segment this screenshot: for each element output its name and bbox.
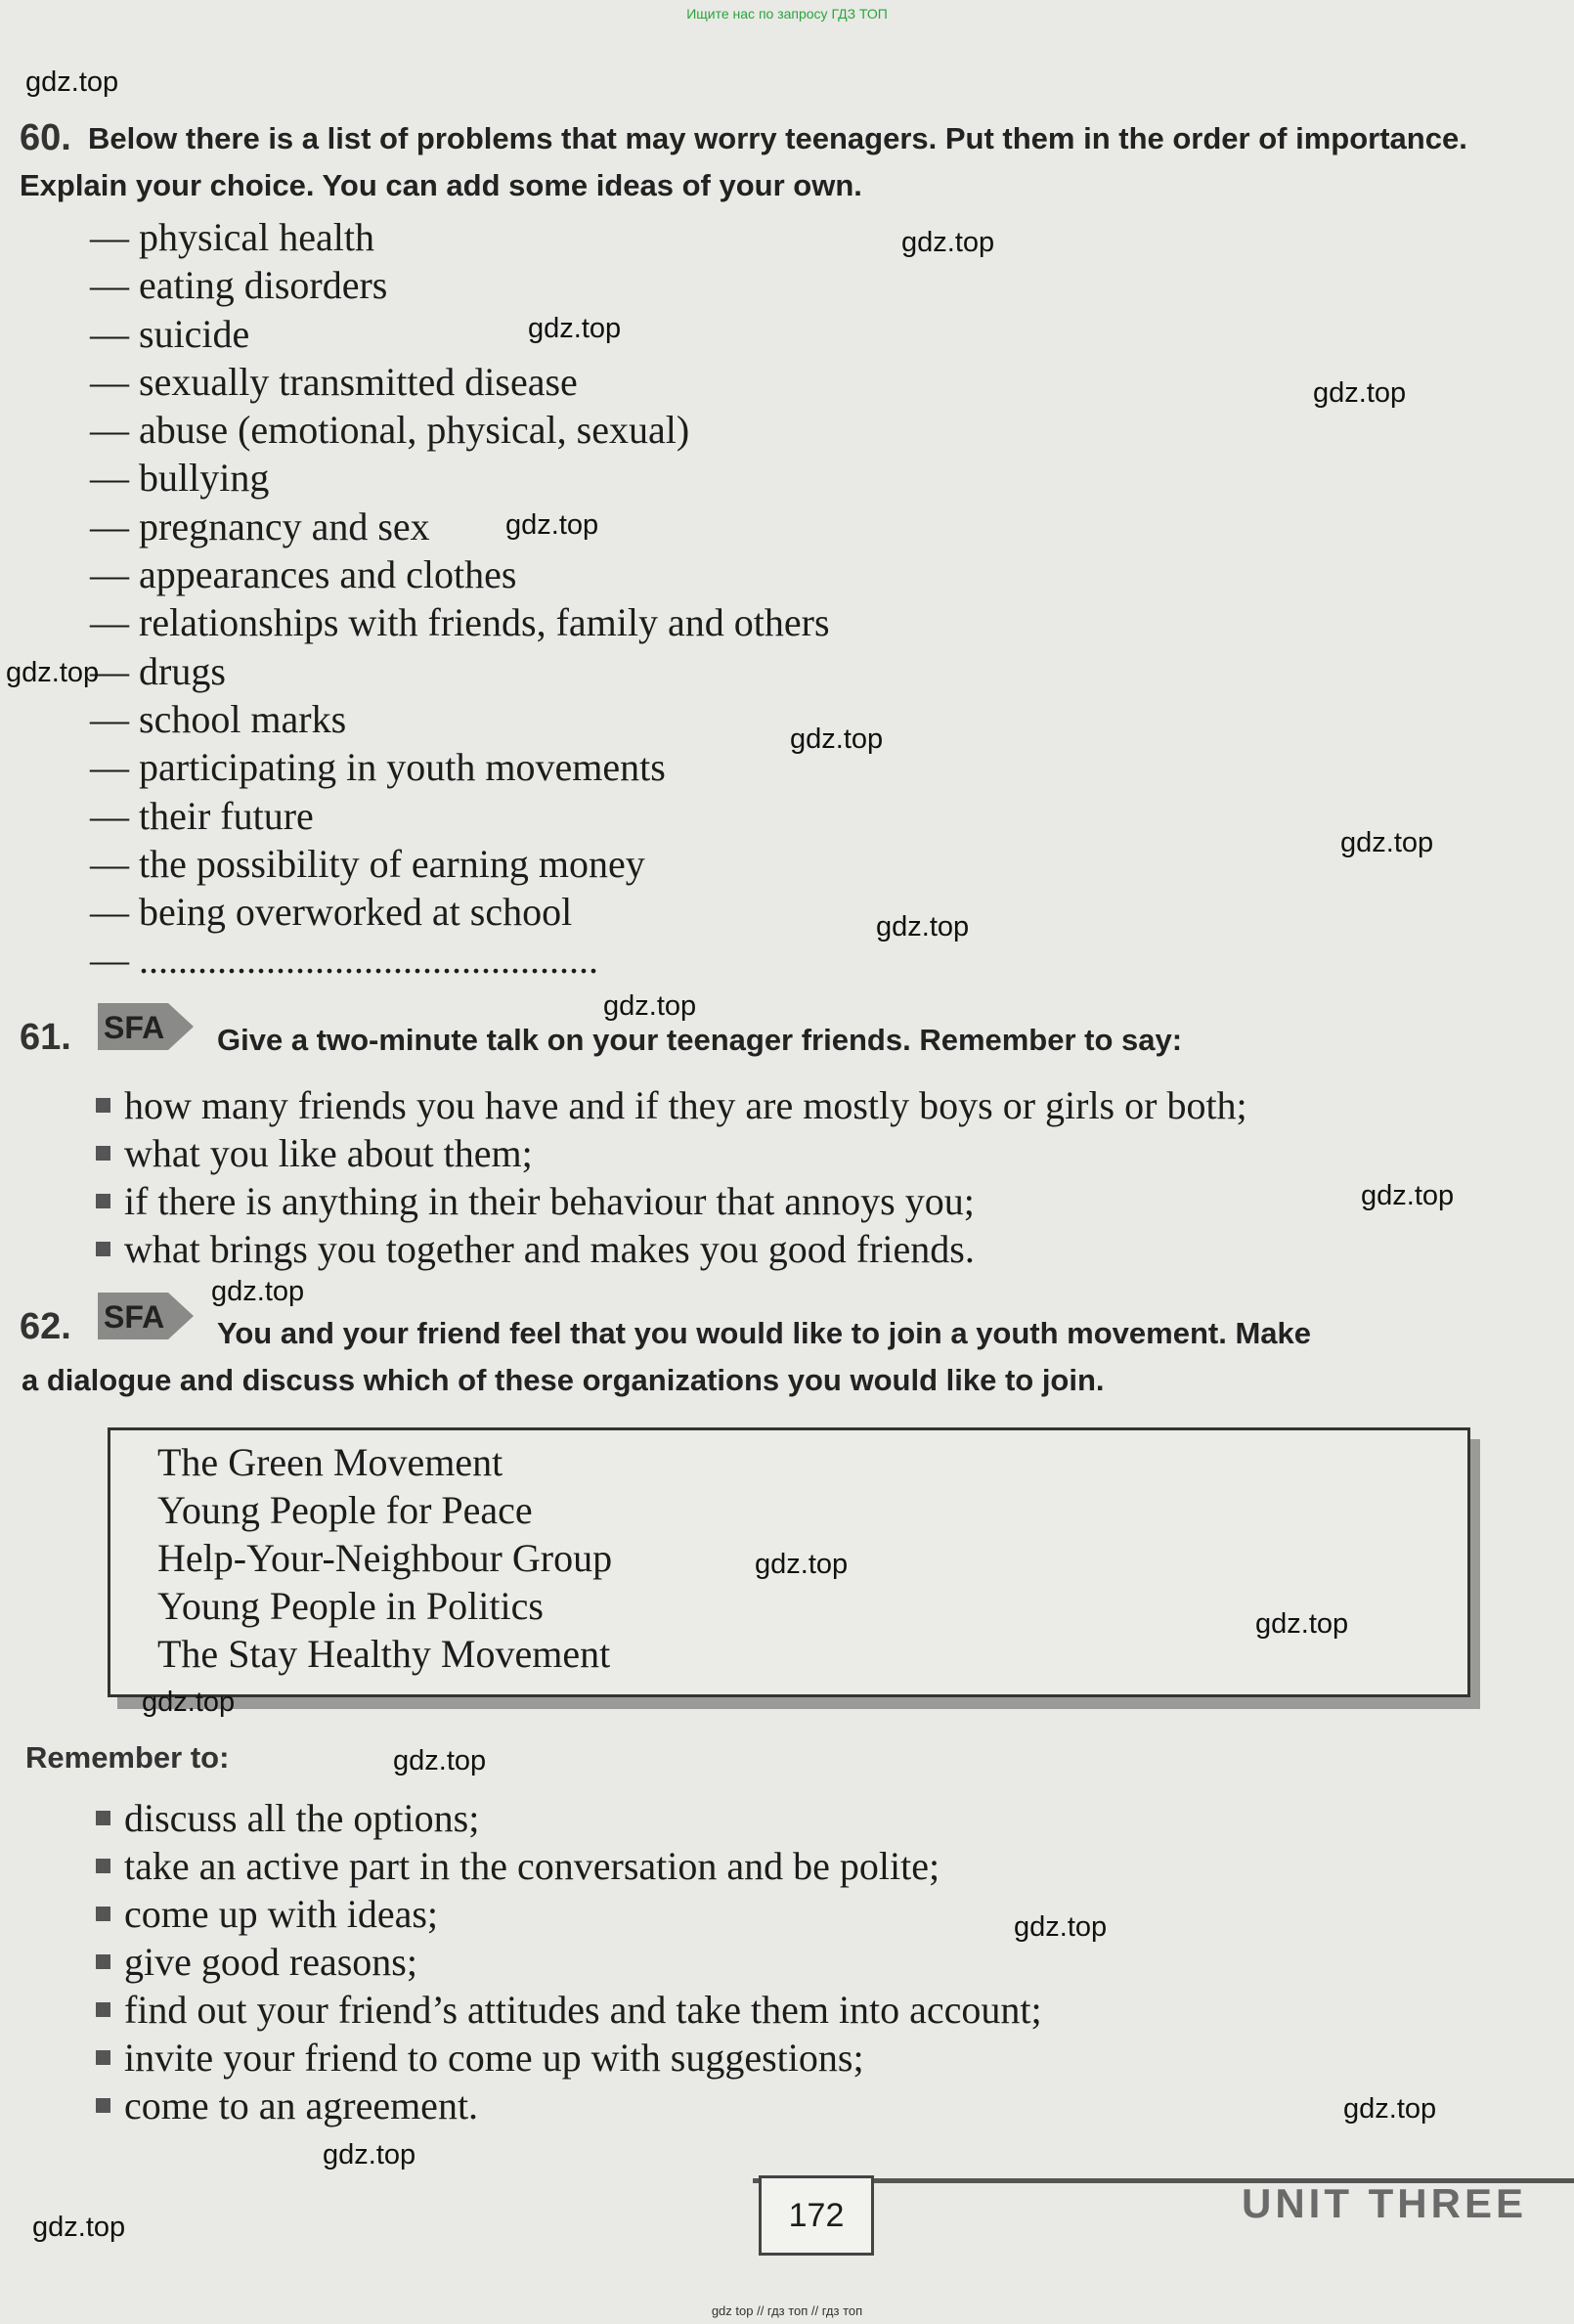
organization-item: The Stay Healthy Movement	[157, 1632, 611, 1676]
exercise-62-instruction-line2: a dialogue and discuss which of these organizations you would like to join.	[22, 1363, 1105, 1397]
list-item: — relationships with friends, family and others	[90, 600, 830, 645]
watermark: gdz.top	[505, 509, 599, 541]
list-item: give good reasons;	[96, 1938, 1042, 1986]
exercise-61-number: 61.	[20, 1017, 71, 1058]
square-bullet-icon	[96, 2002, 110, 2017]
exercise-61-list	[96, 1081, 1247, 1273]
watermark: gdz.top	[393, 1745, 487, 1776]
square-bullet-icon	[96, 1146, 110, 1161]
exercise-60-instruction: Below there is a list of problems that may worry teenagers. Put them in the order of importance. Explain your choice. You can add some ideas of your own.	[20, 121, 1467, 202]
organization-item: Help-Your-Neighbour Group	[157, 1536, 613, 1580]
footer-note: gdz top // гдз топ // гдз топ	[711, 2303, 863, 2318]
list-item: — suicide	[90, 311, 250, 356]
list-item: — drugs	[90, 648, 226, 693]
watermark: gdz.top	[790, 724, 884, 755]
watermark: gdz.top	[142, 1687, 236, 1718]
list-item: — participating in youth movements	[90, 745, 666, 790]
list-item: take an active part in the conversation and be polite;	[96, 1842, 1042, 1890]
list-item: how many friends you have and if they are mostly boys or girls or both;	[96, 1081, 1247, 1129]
exercise-61-instruction: Give a two-minute talk on your teenager friends. Remember to say:	[217, 1023, 1183, 1057]
square-bullet-icon	[96, 2098, 110, 2113]
exercise-60-number: 60.	[20, 117, 71, 158]
list-item: discuss all the options;	[96, 1794, 1042, 1842]
watermark: gdz.top	[1343, 2093, 1437, 2125]
list-item: — abuse (emotional, physical, sexual)	[90, 408, 690, 453]
watermark: gdz.top	[1014, 1911, 1108, 1943]
exercise-62-number: 62.	[20, 1306, 71, 1347]
list-item: — physical health	[90, 215, 375, 259]
watermark: gdz.top	[1255, 1608, 1349, 1640]
list-item: — appearances and clothes	[90, 552, 517, 597]
remember-list	[96, 1794, 1042, 2129]
list-item: what you like about them;	[96, 1129, 1247, 1177]
watermark: gdz.top	[755, 1549, 849, 1580]
watermark: gdz.top	[876, 911, 970, 943]
square-bullet-icon	[96, 2050, 110, 2065]
list-item: — pregnancy and sex	[90, 504, 430, 548]
organization-item: Young People in Politics	[157, 1584, 544, 1628]
exercise-62-instruction-line1: You and your friend feel that you would like to join a youth movement. Make	[217, 1316, 1311, 1350]
list-item: come up with ideas;	[96, 1890, 1042, 1938]
list-item: find out your friend’s attitudes and take them into account;	[96, 1986, 1042, 2034]
list-item: come to an agreement.	[96, 2082, 1042, 2129]
sfa-badge-label: SFA	[104, 1299, 165, 1335]
header-note: Ищите нас по запросу ГДЗ ТОП	[686, 6, 888, 22]
remember-label: Remember to:	[25, 1740, 230, 1775]
sfa-badge-icon	[98, 999, 196, 1054]
organization-item: Young People for Peace	[157, 1488, 533, 1532]
watermark: gdz.top	[1313, 377, 1407, 409]
watermark: gdz.top	[1361, 1180, 1455, 1211]
exercise-60-list	[90, 213, 830, 985]
watermark: gdz.top	[603, 990, 697, 1022]
organization-item: The Green Movement	[157, 1440, 503, 1484]
square-bullet-icon	[96, 1954, 110, 1969]
list-item: — sexually transmitted disease	[90, 359, 578, 404]
watermark: gdz.top	[211, 1276, 305, 1307]
watermark: gdz.top	[528, 313, 622, 344]
list-item: — school marks	[90, 696, 347, 741]
unit-label: UNIT THREE	[1242, 2180, 1527, 2226]
watermark: gdz.top	[25, 66, 119, 98]
list-item: — being overworked at school	[90, 890, 573, 935]
watermark: gdz.top	[323, 2139, 416, 2171]
square-bullet-icon	[96, 1811, 110, 1825]
list-item: invite your friend to come up with suggestions;	[96, 2034, 1042, 2082]
list-item: — their future	[90, 793, 314, 838]
sfa-badge-label: SFA	[104, 1010, 165, 1045]
list-item: what brings you together and makes you good friends.	[96, 1225, 1247, 1273]
square-bullet-icon	[96, 1098, 110, 1113]
list-item: if there is anything in their behaviour that annoys you;	[96, 1177, 1247, 1225]
list-item: — bullying	[90, 456, 270, 501]
square-bullet-icon	[96, 1907, 110, 1921]
watermark: gdz.top	[901, 227, 995, 258]
watermark: gdz.top	[1340, 827, 1434, 858]
watermark: gdz.top	[32, 2212, 126, 2243]
page-number: 172	[759, 2175, 874, 2256]
square-bullet-icon	[96, 1859, 110, 1873]
list-item: — eating disorders	[90, 263, 388, 308]
square-bullet-icon	[96, 1242, 110, 1256]
square-bullet-icon	[96, 1194, 110, 1208]
watermark: gdz.top	[6, 657, 100, 688]
list-item: — the possibility of earning money	[90, 841, 645, 886]
sfa-badge-icon	[98, 1289, 196, 1343]
list-item: — ...............................................	[90, 938, 598, 983]
